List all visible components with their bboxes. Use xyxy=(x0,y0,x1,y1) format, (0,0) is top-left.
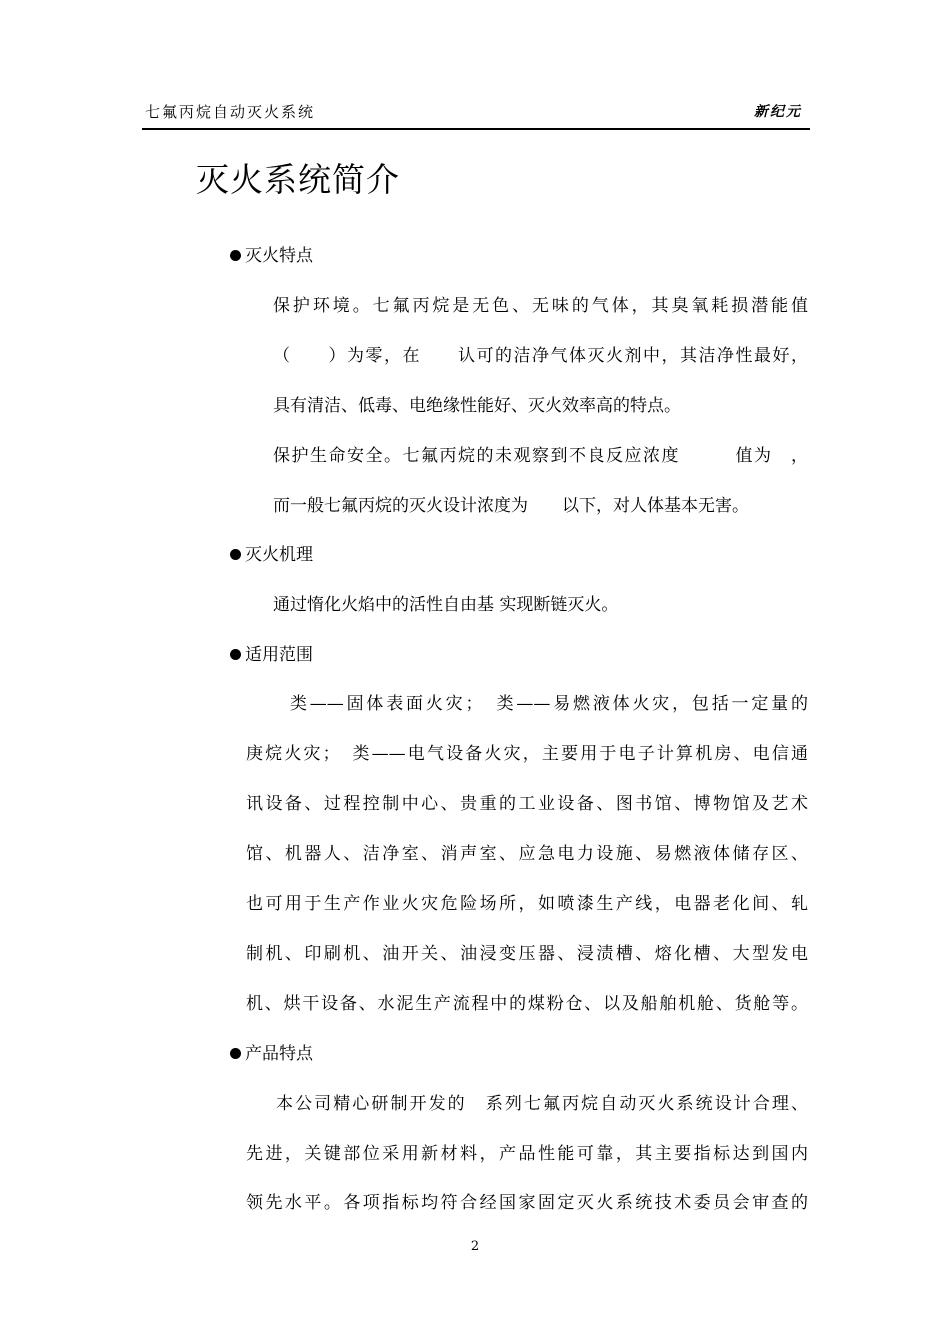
paragraph-line: 庚烷火灾； 类——电气设备火灾，主要用于电子计算机房、电信通 xyxy=(246,744,808,764)
paragraph-line: 讯设备、过程控制中心、贵重的工业设备、图书馆、博物馆及艺术 xyxy=(246,794,808,814)
section-heading-product xyxy=(230,1042,313,1066)
page-title: 灭火系统简介 xyxy=(196,160,400,199)
paragraph-line: 通过惰化火焰中的活性自由基 实现断链灭火。 xyxy=(273,595,619,615)
section-heading-mechanism xyxy=(230,543,313,567)
section-heading-text: 灭火特点 xyxy=(245,246,313,266)
section-heading-text: 灭火机理 xyxy=(245,545,313,565)
paragraph-line: 保护生命安全。七氟丙烷的未观察到不良反应浓度 值为 ， xyxy=(273,446,808,466)
paragraph-line: 领先水平。各项指标均符合经国家固定灭火系统技术委员会审查的 xyxy=(246,1193,808,1213)
header-rule xyxy=(142,128,810,130)
header-brand: 新纪元 xyxy=(754,104,802,120)
paragraph-line: 保护环境。七氟丙烷是无色、无味的气体，其臭氧耗损潜能值 xyxy=(273,296,808,316)
bullet-icon xyxy=(230,1048,241,1059)
paragraph-line: 机、烘干设备、水泥生产流程中的煤粉仓、以及船舶机舱、货舱等。 xyxy=(246,994,808,1014)
section-heading-scope xyxy=(230,643,313,667)
section-heading-features xyxy=(230,244,313,268)
paragraph-line: 类——固体表面火灾； 类——易燃液体火灾，包括一定量的 xyxy=(290,694,808,714)
section-heading-text: 产品特点 xyxy=(245,1044,313,1064)
paragraph-line: 具有清洁、低毒、电绝缘性能好、灭火效率高的特点。 xyxy=(273,396,681,416)
header-doc-title: 七氟丙烷自动灭火系统 xyxy=(145,103,316,121)
paragraph-line: 馆、机器人、洁净室、消声室、应急电力设施、易燃液体储存区、 xyxy=(246,844,808,864)
paragraph-line: 也可用于生产作业火灾危险场所，如喷漆生产线，电器老化间、轧 xyxy=(246,894,808,914)
paragraph-line: 本公司精心研制开发的 系列七氟丙烷自动灭火系统设计合理、 xyxy=(276,1094,808,1114)
bullet-icon xyxy=(230,649,241,660)
paragraph-line: （ ）为零，在 认可的洁净气体灭火剂中，其洁净性最好， xyxy=(273,346,808,366)
paragraph-line: 而一般七氟丙烷的灭火设计浓度为 以下，对人体基本无害。 xyxy=(273,496,749,516)
bullet-icon xyxy=(230,549,241,560)
section-heading-text: 适用范围 xyxy=(245,645,313,665)
paragraph-line: 制机、印刷机、油开关、油浸变压器、浸渍槽、熔化槽、大型发电 xyxy=(246,944,808,964)
bullet-icon xyxy=(230,250,241,261)
paragraph-line: 先进，关键部位采用新材料，产品性能可靠，其主要指标达到国内 xyxy=(246,1144,808,1164)
page-number: 2 xyxy=(470,1239,480,1254)
